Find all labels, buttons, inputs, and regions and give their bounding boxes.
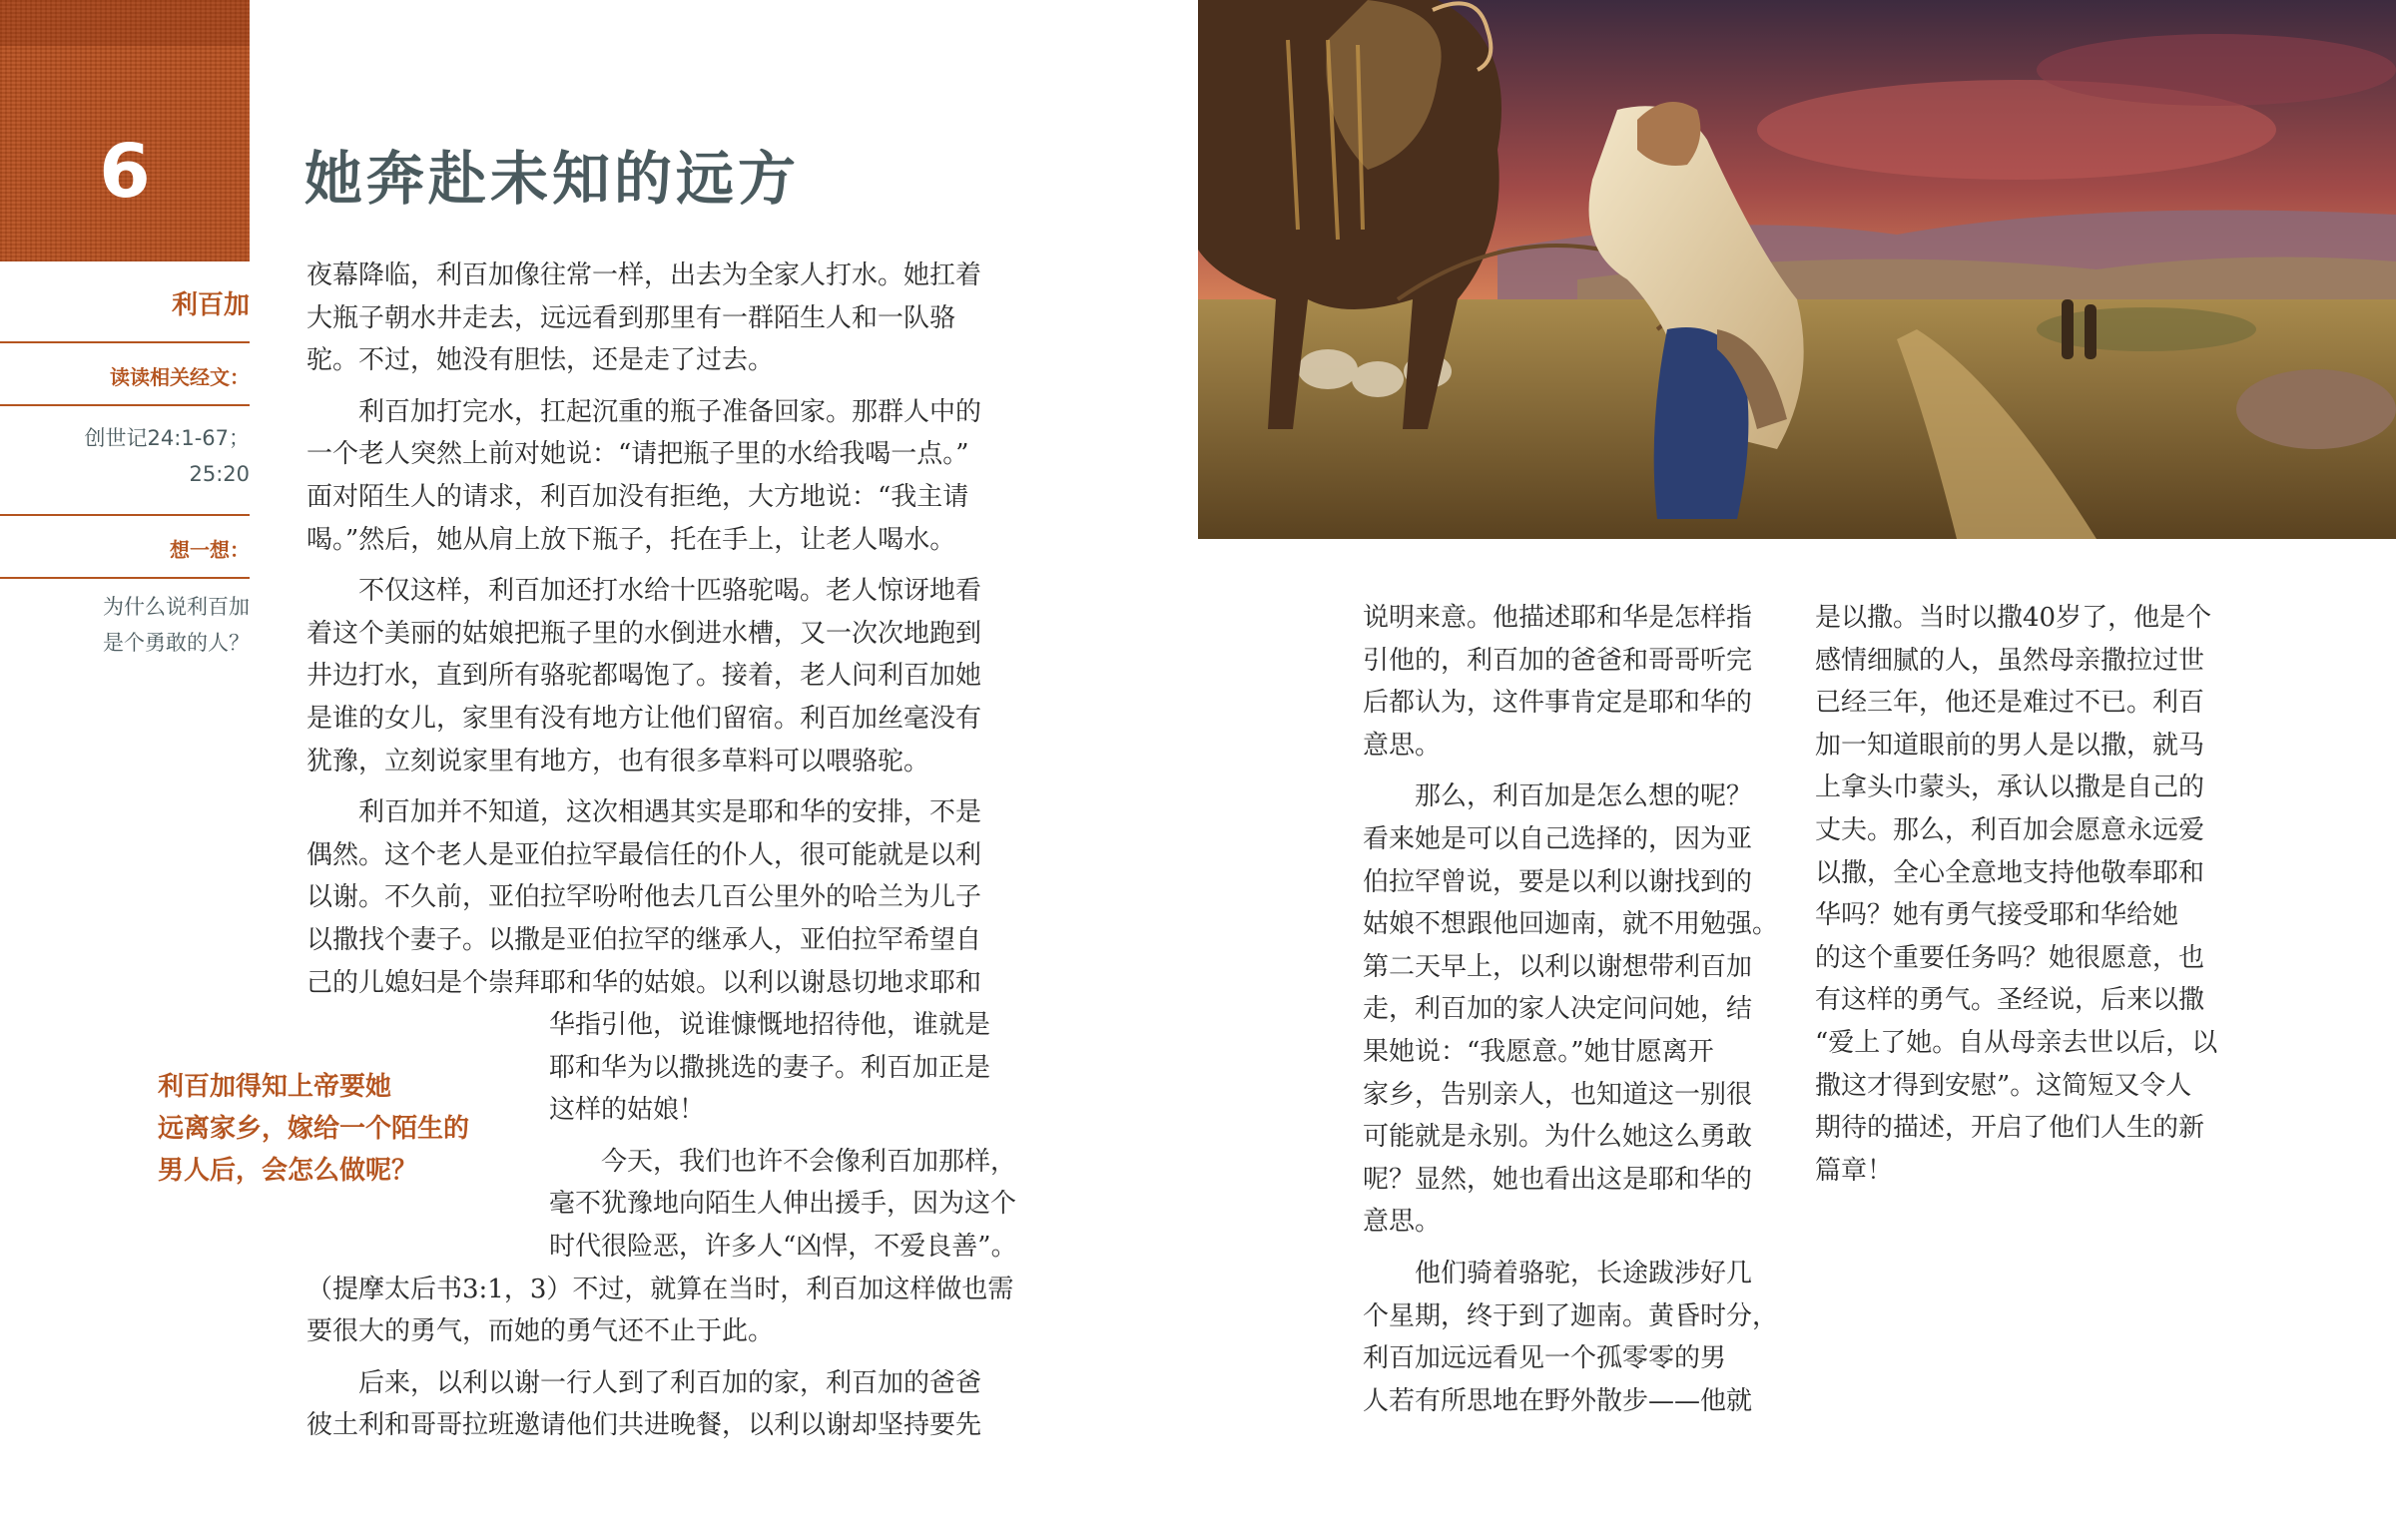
- text-line: 引他的，利百加的爸爸和哥哥听完: [1363, 645, 1753, 676]
- text-line: 的这个重要任务吗？她很愿意，也: [1815, 942, 2205, 973]
- text-line: 以谢。不久前，亚伯拉罕吩咐他去几百公里外的哈兰为儿子: [306, 882, 982, 913]
- text-line: 上拿头巾蒙头，承认以撒是自己的: [1815, 772, 2205, 803]
- text-line: 夜幕降临，利百加像往常一样，出去为全家人打水。她扛着: [306, 260, 982, 290]
- text-line: 一个老人突然上前对她说：“请把瓶子里的水给我喝一点。”: [306, 439, 969, 470]
- paragraph: [306, 391, 1035, 561]
- text-line: （提摩太后书3:1，3）不过，就算在当时，利百加这样做也需: [306, 1274, 1014, 1304]
- paragraph: [306, 1362, 1035, 1447]
- text-line: 毫不犹豫地向陌生人伸出援手，因为这个: [549, 1189, 1017, 1220]
- text-line: 时代很险恶，许多人“凶悍，不爱良善”。: [549, 1232, 1017, 1263]
- sidebar: [0, 261, 250, 661]
- text-line: 偶然。这个老人是亚伯拉罕最信任的仆人，很可能就是以利: [306, 839, 982, 870]
- sidebar-scripture-refs: [0, 406, 250, 516]
- text-line: 大瓶子朝水井走去，远远看到那里有一群陌生人和一队骆: [306, 302, 956, 333]
- text-line: 感情细腻的人，虽然母亲撒拉过世: [1815, 645, 2205, 676]
- text-line: 利百加远远看见一个孤零零的男: [1363, 1343, 1727, 1374]
- text-line: 那么，利百加是怎么想的呢？: [1415, 781, 1753, 812]
- text-line: 驼。不过，她没有胆怯，还是走了过去。: [306, 345, 775, 376]
- body-column-2: [1363, 597, 1782, 1422]
- text-line: 走，利百加的家人决定问问她，结: [1363, 994, 1753, 1025]
- text-line: 以撒，全心全意地支持他敬奉耶和: [1815, 857, 2205, 888]
- text-line: 喝。”然后，她从肩上放下瓶子，托在手上，让老人喝水。: [306, 524, 956, 555]
- illustration-rebekah-camel: [1198, 0, 2396, 539]
- text-line: 是谁的女儿，家里有没有地方让他们留宿。利百加丝毫没有: [306, 703, 982, 734]
- text-line: “爱上了她。自从母亲去世以后，以: [1815, 1027, 2218, 1058]
- text-line: 加一知道眼前的男人是以撒，就马: [1815, 730, 2205, 761]
- paragraph: [1363, 597, 1782, 767]
- paragraph: [306, 255, 1035, 382]
- text-line: 呢？显然，她也看出这是耶和华的: [1363, 1164, 1753, 1195]
- text-line: 着这个美丽的姑娘把瓶子里的水倒进水槽，又一次次地跑到: [306, 618, 982, 649]
- sidebar-read-label: 读读相关经文：: [0, 343, 250, 406]
- text-line: 耶和华为以撒挑选的妻子。利百加正是: [549, 1052, 991, 1083]
- text-line: 以撒找个妻子。以撒是亚伯拉罕的继承人，亚伯拉罕希望自: [306, 924, 982, 955]
- question-line: 为什么说利百加: [103, 595, 250, 619]
- text-line: 这样的姑娘！: [549, 1095, 706, 1126]
- chapter-number-block: [0, 0, 250, 261]
- paragraph: [306, 570, 1035, 782]
- text-line: 意思。: [1363, 730, 1442, 761]
- text-line: 华吗？她有勇气接受耶和华给她: [1815, 900, 2179, 931]
- paragraph: [1815, 597, 2244, 1192]
- scripture-ref: 25:20: [189, 462, 250, 486]
- text-line: 篇章！: [1815, 1155, 1894, 1186]
- text-line: 他们骑着骆驼，长途跋涉好几: [1415, 1258, 1753, 1288]
- text-line: 伯拉罕曾说，要是以利以谢找到的: [1363, 866, 1753, 897]
- text-line: 撒这才得到安慰”。这简短又令人: [1815, 1070, 2192, 1101]
- text-line: 华指引他，说谁慷慨地招待他，谁就是: [549, 1010, 991, 1041]
- sidebar-person-name: 利百加: [0, 261, 250, 343]
- caption-line: 男人后，会怎么做呢？: [158, 1156, 418, 1186]
- text-line: 意思。: [1363, 1207, 1442, 1238]
- text-line: 要很大的勇气，而她的勇气还不止于此。: [306, 1316, 775, 1347]
- text-line: 期待的描述，开启了他们人生的新: [1815, 1113, 2205, 1144]
- text-line: 姑娘不想跟他回迦南，就不用勉强。: [1363, 909, 1779, 940]
- sidebar-think-label: 想一想：: [0, 516, 250, 579]
- pull-quote-caption: [158, 1066, 517, 1192]
- scripture-ref: 创世记24:1-67；: [84, 426, 250, 450]
- sidebar-question: [0, 579, 250, 661]
- text-line: 果她说：“我愿意。”她甘愿离开: [1363, 1036, 1714, 1067]
- paragraph: [306, 791, 1035, 1004]
- text-line: 看来她是可以自己选择的，因为亚: [1363, 823, 1753, 854]
- text-line: 利百加并不知道，这次相遇其实是耶和华的安排，不是: [358, 797, 982, 828]
- body-column-3: [1815, 597, 2244, 1192]
- text-line: 已经三年，他还是难过不已。利百: [1815, 688, 2205, 719]
- text-line: 犹豫，立刻说家里有地方，也有很多草料可以喂骆驼。: [306, 746, 930, 776]
- text-line: 人若有所思地在野外散步——他就: [1363, 1385, 1753, 1416]
- caption-line: 远离家乡，嫁给一个陌生的: [158, 1114, 470, 1144]
- text-line: 丈夫。那么，利百加会愿意永远爱: [1815, 814, 2205, 845]
- text-line: 不仅这样，利百加还打水给十匹骆驼喝。老人惊讶地看: [358, 576, 982, 607]
- paragraph: [1363, 775, 1782, 1244]
- text-line: 后都认为，这件事肯定是耶和华的: [1363, 688, 1753, 719]
- text-line: 是以撒。当时以撒40岁了，他是个: [1815, 603, 2212, 633]
- text-line: 面对陌生人的请求，利百加没有拒绝，大方地说：“我主请: [306, 481, 969, 512]
- text-line: 个星期，终于到了迦南。黄昏时分，: [1363, 1300, 1779, 1331]
- text-line: 可能就是永别。为什么她这么勇敢: [1363, 1122, 1753, 1153]
- paragraph: [1363, 1253, 1782, 1422]
- chapter-block-band: [0, 0, 250, 46]
- illustration-svg: [1198, 0, 2396, 539]
- text-line: 说明来意。他描述耶和华是怎样指: [1363, 603, 1753, 633]
- text-line: 家乡，告别亲人，也知道这一别很: [1363, 1079, 1753, 1110]
- text-line: 彼土利和哥哥拉班邀请他们共进晚餐，以利以谢却坚持要先: [306, 1410, 982, 1441]
- page-title: 她奔赴未知的远方: [304, 145, 801, 213]
- text-line: 后来，以利以谢一行人到了利百加的家，利百加的爸爸: [358, 1367, 982, 1398]
- text-line: 有这样的勇气。圣经说，后来以撒: [1815, 985, 2205, 1016]
- text-line: 己的儿媳妇是个崇拜耶和华的姑娘。以利以谢恳切地求耶和: [306, 967, 982, 998]
- chapter-number: 6: [99, 129, 151, 215]
- text-line: 今天，我们也许不会像利百加那样，: [601, 1146, 1017, 1177]
- text-line: 井边打水，直到所有骆驼都喝饱了。接着，老人问利百加她: [306, 661, 982, 692]
- text-line: 利百加打完水，扛起沉重的瓶子准备回家。那群人中的: [358, 396, 982, 427]
- body-column-1: [306, 255, 1035, 1447]
- question-line: 是个勇敢的人？: [103, 631, 250, 655]
- caption-line: 利百加得知上帝要她: [158, 1072, 392, 1102]
- text-line: 第二天早上，以利以谢想带利百加: [1363, 951, 1753, 982]
